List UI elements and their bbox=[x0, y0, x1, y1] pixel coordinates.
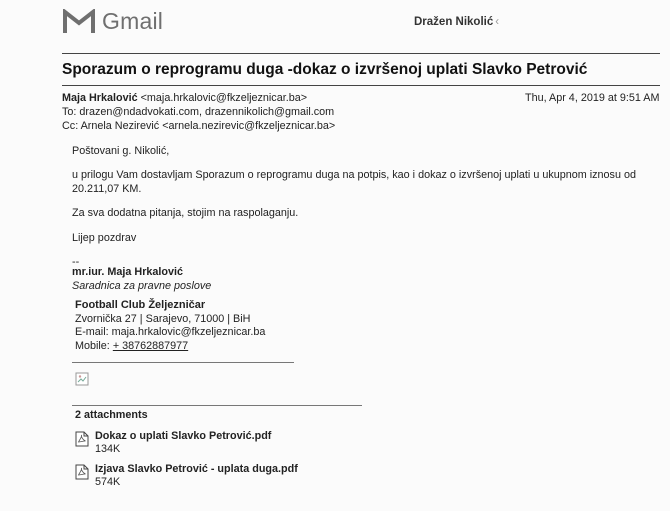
club-address: Zvornička 27 | Sarajevo, 71000 | BiH bbox=[75, 312, 251, 325]
subject-divider bbox=[62, 85, 660, 86]
gmail-envelope-icon bbox=[62, 9, 96, 35]
club-name: Football Club Željezničar bbox=[75, 299, 206, 311]
sender-email[interactable]: <maja.hrkalovic@fkzeljeznicar.ba> bbox=[140, 92, 308, 104]
signature-name: mr.iur. Maja Hrkalović bbox=[72, 266, 184, 278]
attachment-item[interactable] bbox=[75, 463, 298, 489]
top-divider bbox=[62, 53, 660, 54]
account-caret-icon: ‹ bbox=[495, 16, 500, 28]
sender-line bbox=[62, 91, 335, 105]
signature-dashes: -- bbox=[72, 256, 80, 268]
email-paragraph: u prilogu Vam dostavljam Sporazum o reprogramu duga na potpis, kao i dokaz o izvršenoj uplati u ukupnom iznosu od 20.211,07 KM. bbox=[72, 169, 636, 195]
club-mobile-label: Mobile: bbox=[75, 339, 113, 352]
broken-image-icon bbox=[75, 372, 89, 386]
account-name[interactable] bbox=[414, 16, 499, 28]
sender-name: Maja Hrkalović bbox=[62, 92, 138, 104]
club-email[interactable]: E-mail: maja.hrkalovic@fkzeljeznicar.ba bbox=[75, 326, 266, 338]
attachment-name[interactable]: Izjava Slavko Petrović - uplata duga.pdf bbox=[95, 463, 298, 475]
signature-block bbox=[72, 255, 211, 293]
cc-line: Cc: Arnela Nezirević <arnela.nezirevic@fkzeljeznicar.ba> bbox=[62, 120, 336, 132]
gmail-logo bbox=[62, 8, 163, 35]
attachments-title: 2 attachments bbox=[75, 409, 148, 421]
email-header bbox=[62, 91, 335, 133]
email-closing: Lijep pozdrav bbox=[72, 232, 137, 244]
attachment-name[interactable]: Dokaz o uplati Slavko Petrović.pdf bbox=[95, 430, 272, 442]
attachment-item[interactable] bbox=[75, 430, 271, 456]
to-line: To: drazen@ndadvokati.com, drazennikolich@gmail.com bbox=[62, 106, 335, 118]
attachment-size: 574K bbox=[95, 476, 121, 488]
signature-divider bbox=[72, 362, 294, 363]
attachments-divider bbox=[72, 405, 362, 406]
email-availability: Za sva dodatna pitanja, stojim na raspolaganju. bbox=[72, 207, 299, 219]
account-name-text: Dražen Nikolić bbox=[414, 16, 494, 28]
signature-role: Saradnica za pravne poslove bbox=[72, 280, 212, 292]
club-block bbox=[75, 299, 265, 353]
email-subject: Sporazum o reprogramu duga -dokaz o izvršenoj uplati Slavko Petrović bbox=[62, 61, 588, 78]
email-greeting: Poštovani g. Nikolić, bbox=[72, 145, 170, 157]
email-date: Thu, Apr 4, 2019 at 9:51 AM bbox=[525, 92, 660, 104]
club-mobile-line bbox=[75, 340, 265, 354]
pdf-file-icon bbox=[75, 464, 89, 480]
club-mobile-link[interactable]: + 38762887977 bbox=[112, 339, 189, 352]
attachment-size: 134K bbox=[95, 443, 121, 455]
gmail-wordmark: Gmail bbox=[102, 8, 164, 34]
pdf-file-icon bbox=[75, 431, 89, 447]
